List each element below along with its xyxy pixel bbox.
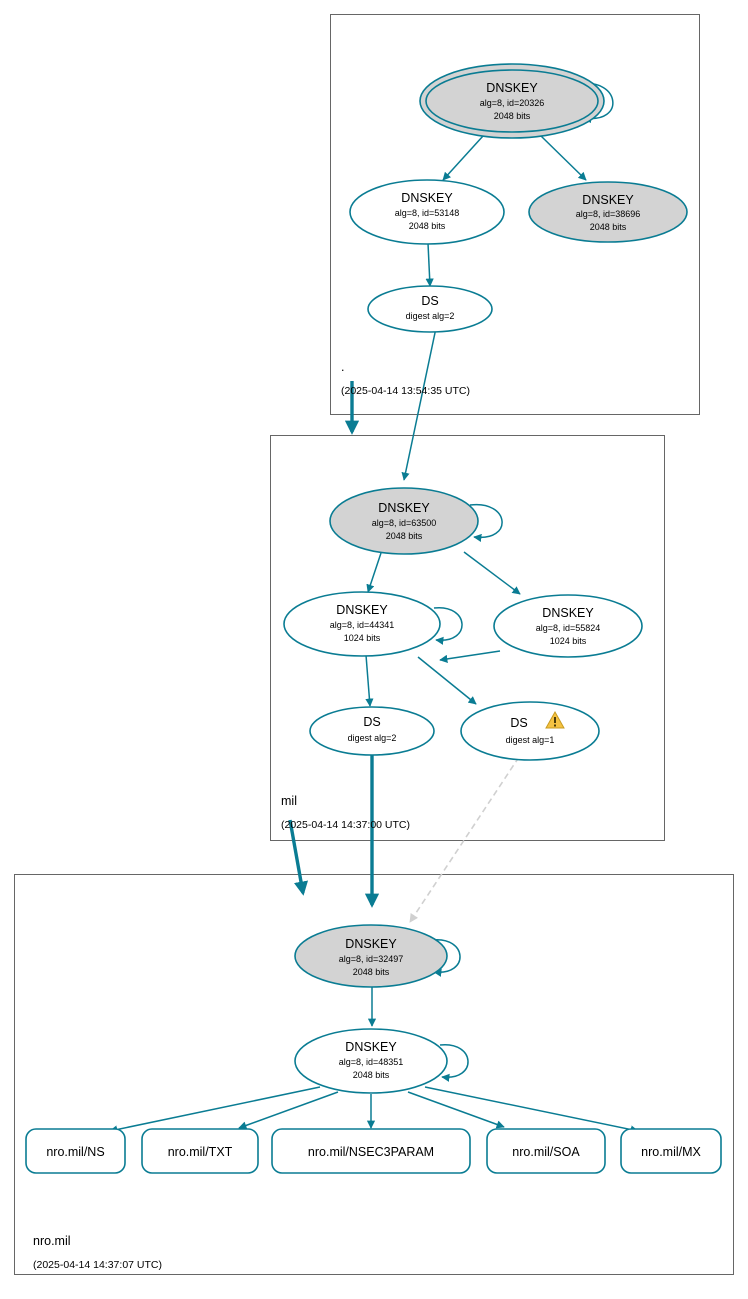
node-line2: alg=8, id=44341: [329, 620, 395, 630]
node-line2: alg=8, id=32497: [338, 954, 404, 964]
node-title: DS: [510, 716, 528, 730]
edge-zsk-44341-to-ds-alg1: [418, 657, 476, 704]
node-title: DNSKEY: [582, 193, 634, 207]
node-title: DNSKEY: [486, 81, 538, 95]
node-title: DNSKEY: [378, 501, 430, 515]
node-line3: 2048 bits: [589, 222, 627, 232]
rrset-nro-mil-nsec3param[interactable]: [272, 1129, 470, 1173]
node-line3: 1024 bits: [343, 633, 381, 643]
node-title: DNSKEY: [542, 606, 594, 620]
rrset-label: nro.mil/SOA: [512, 1145, 580, 1159]
zone-date-root: (2025-04-14 13:54:35 UTC): [341, 385, 470, 397]
zone-date-mil: (2025-04-14 14:37:00 UTC): [281, 819, 410, 831]
node-dnskey-nro-48351[interactable]: [295, 1029, 447, 1093]
node-dnskey-mil-44341[interactable]: [284, 592, 440, 656]
node-line2: alg=8, id=55824: [535, 623, 601, 633]
node-line2: alg=8, id=38696: [575, 209, 641, 219]
node-ds-mil-alg1[interactable]: [461, 702, 599, 760]
node-ds-root-alg2[interactable]: [368, 286, 492, 332]
node-title: DNSKEY: [336, 603, 388, 617]
node-line3: 2048 bits: [352, 1070, 390, 1080]
edge-dnskey-55824-to-zsk-44341: [440, 651, 500, 660]
node-line2: alg=8, id=20326: [479, 98, 545, 108]
rrset-label: nro.mil/TXT: [167, 1145, 233, 1159]
zone-label-mil: mil: [281, 794, 297, 808]
node-dnskey-nro-32497[interactable]: [295, 925, 447, 987]
node-title: DNSKEY: [401, 191, 453, 205]
rrset-nro-mil-mx[interactable]: [621, 1129, 721, 1173]
node-title: DNSKEY: [345, 937, 397, 951]
node-line3: 2048 bits: [352, 967, 390, 977]
node-title: DS: [363, 715, 381, 729]
rrset-nro-mil-soa[interactable]: [487, 1129, 605, 1173]
rrset-label: nro.mil/NS: [46, 1145, 105, 1159]
edge-ds-root-to-ksk-mil: [404, 328, 436, 480]
rrset-nro-mil-ns[interactable]: [26, 1129, 125, 1173]
edge-zsk-nro-to-rr-ns: [110, 1087, 320, 1131]
node-line2: digest alg=2: [405, 311, 455, 321]
node-title: DS: [421, 294, 439, 308]
rrset-label: nro.mil/MX: [641, 1145, 701, 1159]
node-ds-mil-alg2[interactable]: [310, 707, 434, 755]
node-line2: alg=8, id=63500: [371, 518, 437, 528]
edge-ksk-mil-to-dnskey-55824: [464, 552, 520, 594]
zone-label-nro-mil: nro.mil: [33, 1234, 71, 1248]
node-line2: digest alg=2: [347, 733, 397, 743]
edge-zsk-nro-to-rr-mx: [425, 1087, 638, 1131]
edge-ksk-root-to-zsk-53148: [443, 136, 483, 180]
node-line3: 2048 bits: [493, 111, 531, 121]
zone-date-nro-mil: (2025-04-14 14:37:07 UTC): [33, 1259, 162, 1271]
edge-zsk-nro-to-rr-txt: [239, 1092, 338, 1128]
node-dnskey-root-53148[interactable]: [350, 180, 504, 244]
rrset-label: nro.mil/NSEC3PARAM: [307, 1145, 435, 1159]
edge-zsk-44341-to-ds-alg2: [366, 655, 370, 706]
rrset-nro-mil-txt[interactable]: [142, 1129, 258, 1173]
node-dnskey-mil-63500[interactable]: [330, 488, 478, 554]
node-dnskey-mil-55824[interactable]: [494, 595, 642, 657]
edge-zsk-53148-to-ds: [428, 243, 430, 286]
edge-ds-alg1-to-ksk-nro-broken: [410, 757, 519, 922]
node-dnskey-root-38696[interactable]: [529, 182, 687, 242]
node-title: DNSKEY: [345, 1040, 397, 1054]
node-line2: alg=8, id=48351: [338, 1057, 404, 1067]
node-line2: alg=8, id=53148: [394, 208, 460, 218]
node-line3: 2048 bits: [408, 221, 446, 231]
edge-ksk-root-to-dnskey-38696: [541, 136, 586, 180]
node-dnskey-root-20326[interactable]: [420, 64, 604, 138]
node-line3: 1024 bits: [549, 636, 587, 646]
zone-label-root: .: [341, 360, 345, 374]
node-line2: digest alg=1: [505, 735, 555, 745]
edge-zsk-nro-to-rr-soa: [408, 1092, 504, 1127]
edge-ksk-mil-to-zsk-44341: [368, 553, 381, 592]
node-line3: 2048 bits: [385, 531, 423, 541]
